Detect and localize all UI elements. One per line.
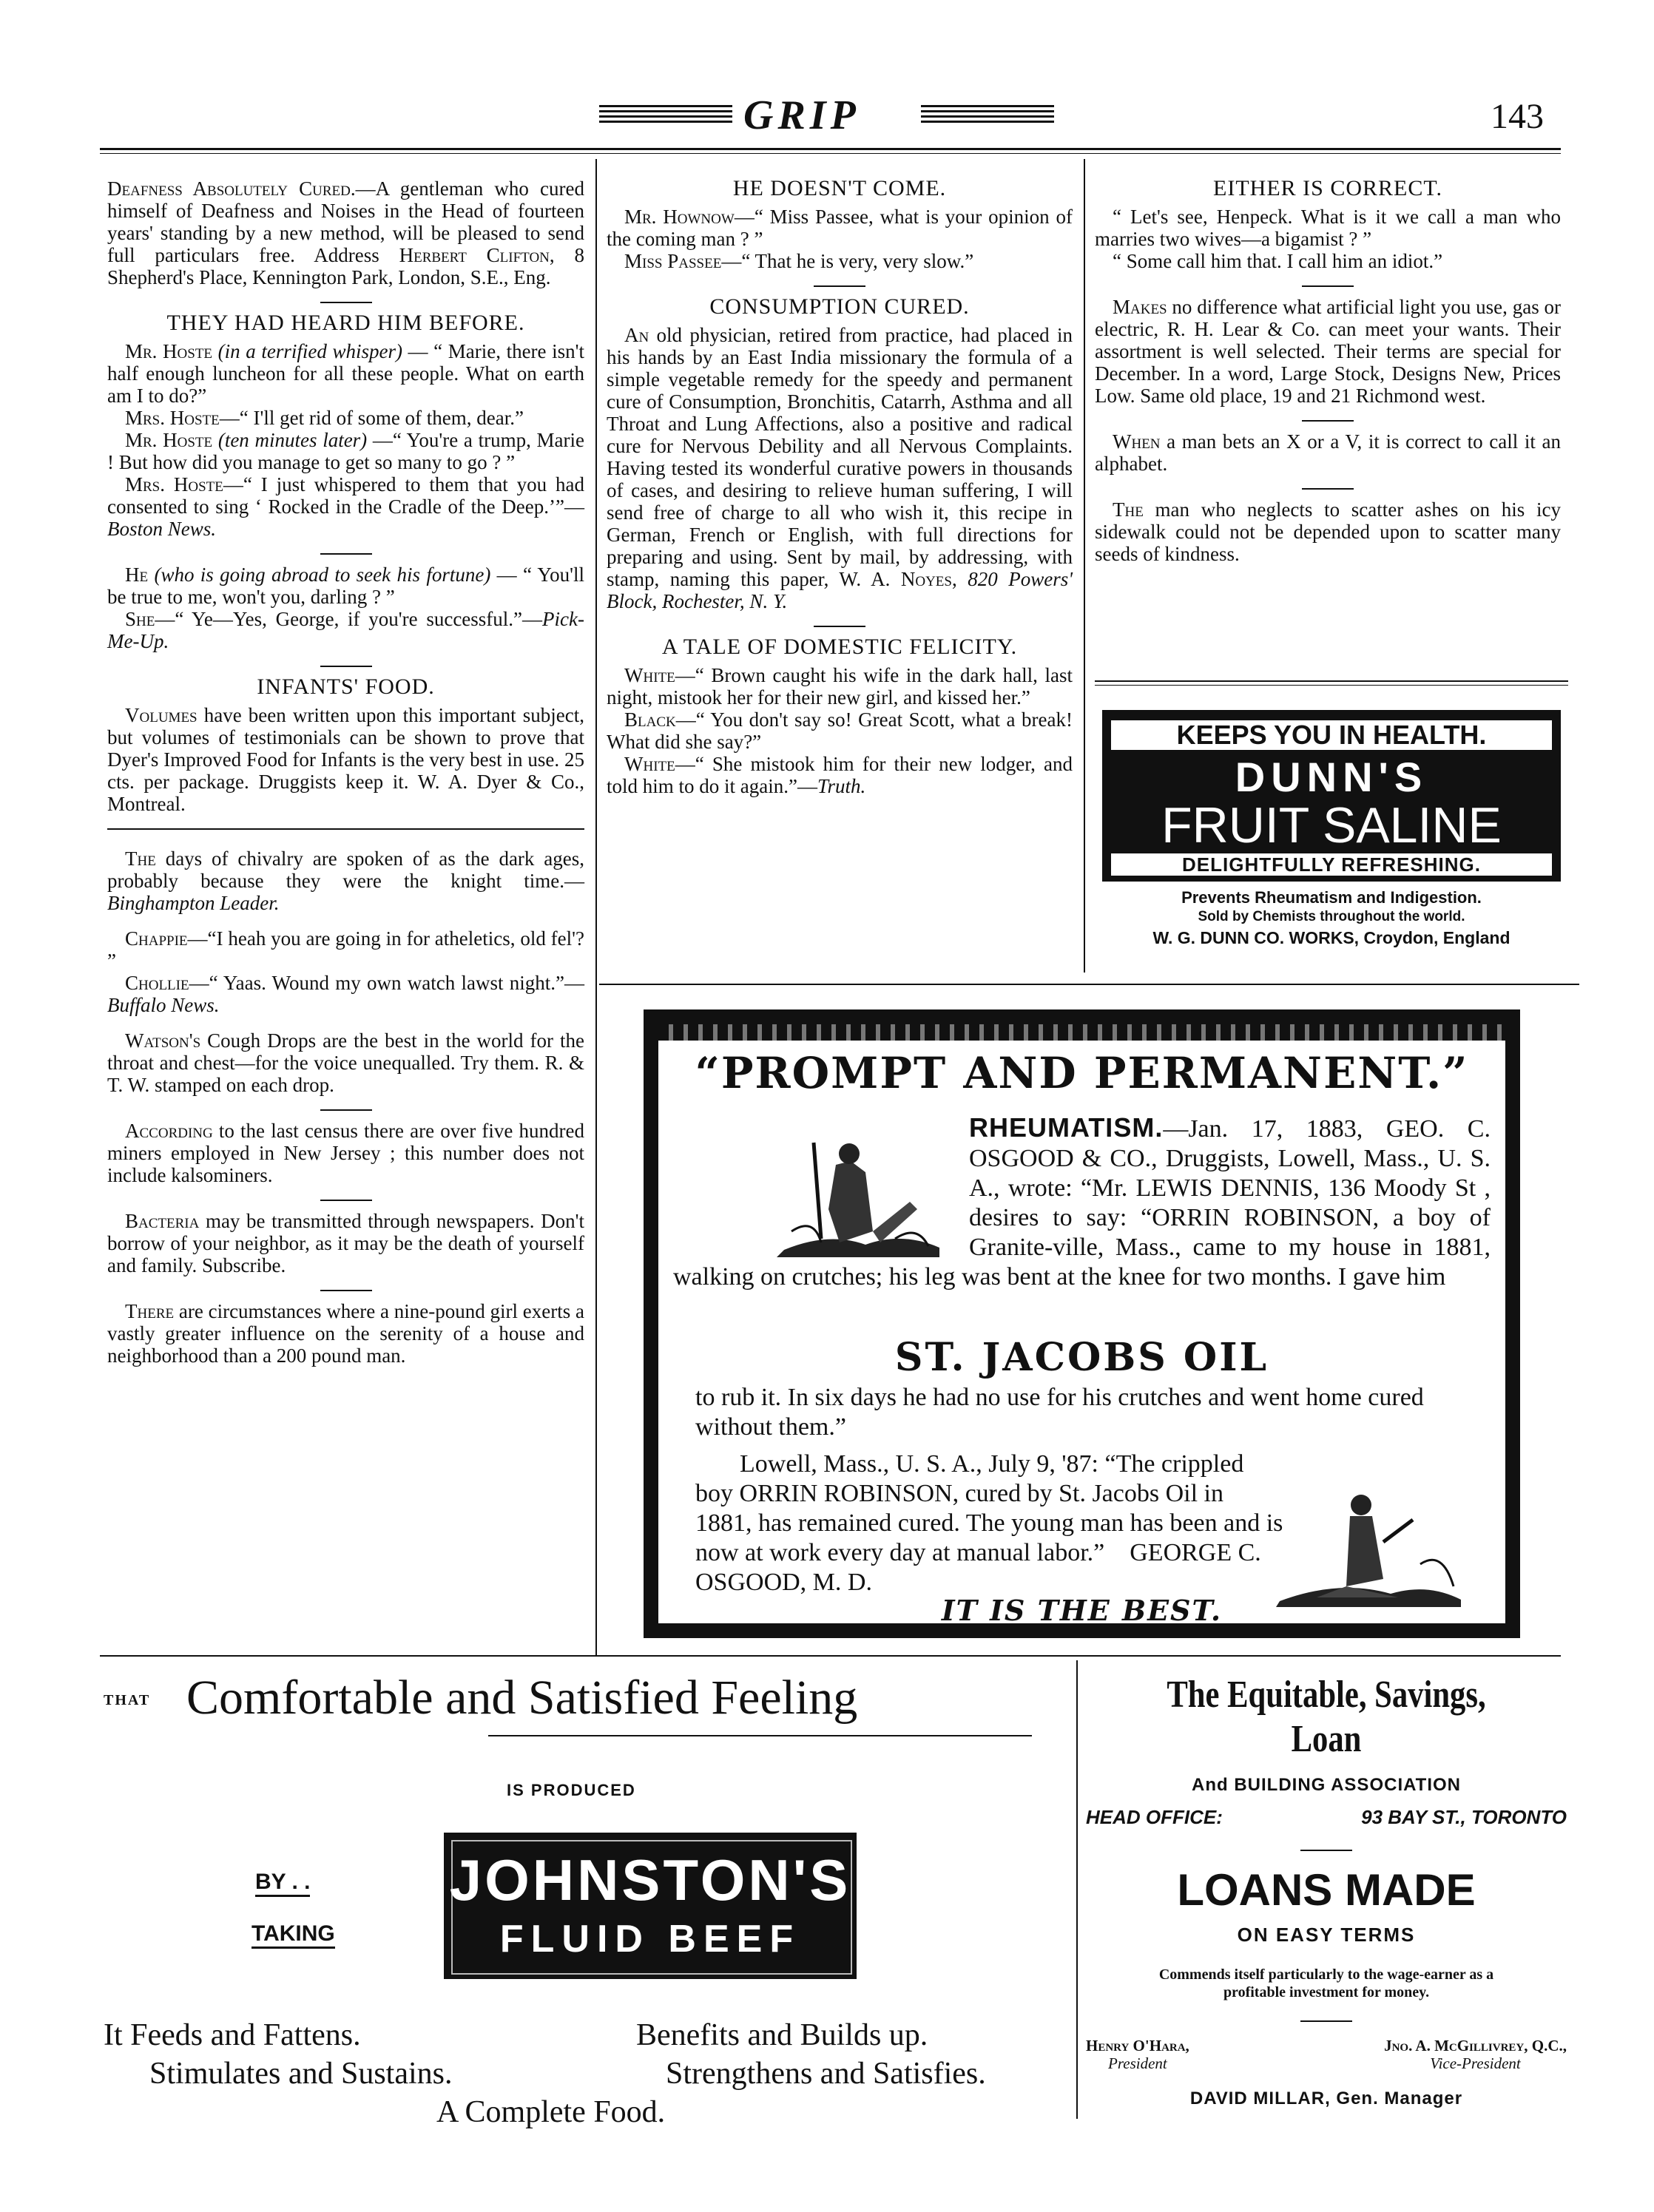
alphabet: When a man bets an X or a V, it is correct to call it an alphabet. — [1095, 430, 1561, 475]
prompt-title: “PROMPT AND PERMANENT.” — [695, 1048, 1469, 1098]
johnston-tagline-5: A Complete Food. — [436, 2095, 666, 2129]
fortune-she: She—“ Ye—Yes, George, if you're successful.”—Pick-Me-Up. — [107, 608, 584, 652]
either-l1: “ Let's see, Henpeck. What is it we call a man who marries two wives—a bigamist ? ” — [1095, 206, 1561, 250]
doesnt-a: Mr. Hownow—“ Miss Passee, what is your opinion of the coming man ? ” — [607, 206, 1073, 250]
loan-president: Henry O'Hara, President — [1086, 2037, 1189, 2072]
dunn-rule-top — [1095, 680, 1568, 682]
infants-body: Volumes have been written upon this important subject, but volumes of testimonials can be shown to prove that Dyer's Improved Food for Infants is the very best in use. 25 cts. per package. Druggists keep it. W. A. Dyer & Co., Montreal. — [107, 704, 584, 815]
dunn-bottom-band: DELIGHTFULLY REFRESHING. — [1111, 853, 1552, 876]
heard-title: THEY HAD HEARD HIM BEFORE. — [166, 311, 525, 335]
chollie: Chollie—“ Yaas. Wound my own watch lawst night.”—Buffalo News. — [107, 972, 584, 1016]
johnston-tagline-2: Benefits and Builds up. — [636, 2018, 928, 2052]
prompt-body: RHEUMATISM.—Jan. 17, 1883, GEO. C. OSGOOD & CO., Druggists, Lowell, Mass., U. S. A., wrote: “Mr. LEWIS DENNIS, 136 Moody St , desires to say: “ORRIN ROBINSON, a boy of Granite-ville, Mass., came to my house in 1881, walking on crutches; his leg was bent at the knee for two months. I gave him — [673, 1112, 1491, 1291]
masthead-rule-right — [921, 105, 1054, 124]
dunn-prevents: Prevents Rheumatism and Indigestion. — [1181, 888, 1482, 907]
infants-title: INFANTS' FOOD. — [257, 674, 435, 699]
loan-title: The Equitable, Savings, Loan — [1167, 1674, 1486, 1760]
st-jacobs-oil: ST. JACOBS OIL — [894, 1335, 1269, 1380]
heard-p3: Mr. Hoste (ten minutes later) —“ You're a trump, Marie ! But how did you manage to get so many to go ? ” — [107, 429, 584, 473]
either-l2: “ Some call him that. I call him an idiot.” — [1113, 250, 1443, 272]
divider-col1-prompt — [595, 976, 597, 1657]
column-1 — [107, 177, 584, 1367]
rule-above-bottom-ads — [100, 1655, 1561, 1657]
watson-ad: Watson's Cough Drops are the best in the world for the throat and chest—for the voice unequalled. Try them. R. & T. W. stamped on each drop. — [107, 1029, 584, 1096]
consumption-title: CONSUMPTION CURED. — [709, 294, 970, 319]
divider-col1-col2 — [595, 159, 597, 984]
masthead-title: GRIP — [743, 92, 860, 138]
column-3 — [1095, 177, 1561, 565]
loan-vice-president: Jno. A. McGillivrey, Q.C., Vice-President — [1384, 2037, 1567, 2072]
johnston-tagline-3: Stimulates and Sustains. — [149, 2057, 453, 2091]
divider-bottom-ads — [1076, 1660, 1078, 2119]
johnston-ad — [104, 1670, 1065, 2128]
loan-office — [1086, 1806, 1567, 1829]
deafness-notice: Deafness Absolutely Cured.—A gentleman who cured himself of Deafness and Noises in the Head of fourteen years' standing by a new method, will be pleased to send full particulars free. Address Herbert Clifton, 8 Shepherd's Place, Kennington Park, London, S.E., Eng. — [107, 177, 585, 288]
dunn-name: DUNN'S — [1235, 754, 1428, 800]
consumption-body: An old physician, retired from practice, had placed in his hands by an East India missionary the formula of a simple vegetable remedy for the speedy and permanent cure of Consumption, Bronchitis, Catarrh, Asthma and all Throat and Lung Affections, also a positive and radical cure for Nervous Debility and all Nervous Complaints. Having tested its wonderful curative powers in thousands of cases, and desiring to relieve human suffering, I will send free of charge to all who wish it, this recipe in German, French or English, with full directions for preparing and using. Sent by mail, by addressing, with stamp, naming this paper, W. A. Noyes, 820 Powers' Block, Rochester, N. Y. — [607, 324, 1073, 612]
loan-ad — [1086, 1673, 1567, 2117]
heard-p2: Mrs. Hoste—“ I'll get rid of some of them, dear.” — [125, 407, 524, 429]
bacteria: Bacteria may be transmitted through newspapers. Don't borrow of your neighbor, as it may be the death of yourself and family. Subscribe. — [107, 1210, 584, 1276]
loans-made: LOANS MADE — [1177, 1865, 1476, 1915]
cured-man-illustration — [1272, 1475, 1465, 1609]
loan-commends: Commends itself particularly to the wage-earner as a profitable investment for money. — [1158, 1966, 1494, 2000]
johnston-tagline-4: Strengthens and Satisfies. — [666, 2057, 986, 2091]
chivalry: The days of chivalry are spoken of as the dark ages, probably because they were the knight time.—Binghampton Leader. — [107, 848, 584, 914]
dunn-product: FRUIT SALINE — [1161, 797, 1502, 853]
dunn-ad — [1102, 710, 1561, 882]
page-number: 143 — [1491, 97, 1544, 136]
felicity-c: White—“ She mistook him for their new lodger, and told him to do it again.”—Truth. — [607, 753, 1073, 797]
nine-pound: There are circumstances where a nine-pound girl exerts a vastly greater influence on the serenity of a house and neighborhood than a 200 pound man. — [107, 1300, 584, 1367]
prompt-signature: GEORGE C. OSGOOD, M. D. — [695, 1539, 1261, 1596]
johnston-brand-box — [444, 1833, 857, 1979]
loan-officers — [1086, 2037, 1567, 2072]
heard-p4: Mrs. Hoste—“ I just whispered to them that you had consented to sing ‘ Rocked in the Cradle of the Deep.’”—Boston News. — [107, 473, 584, 540]
dunn-maker: W. G. DUNN CO. WORKS, Croydon, England — [1152, 928, 1510, 947]
johnston-brand-product: FLUID BEEF — [499, 1918, 801, 1961]
loan-terms: ON EASY TERMS — [1237, 1924, 1416, 1946]
census: According to the last census there are over five hundred miners employed in New Jersey ; this number does not include kalsominers. — [107, 1120, 584, 1186]
dunn-rule-top-thin — [1095, 685, 1568, 686]
chappie: Chappie—“I heah you are going in for atheletics, old fel'? ” — [107, 927, 584, 972]
johnston-tagline-1: It Feeds and Fattens. — [104, 2018, 361, 2052]
prompt-ad — [644, 1009, 1520, 1638]
masthead — [0, 89, 1654, 148]
felicity-title: A TALE OF DOMESTIC FELICITY. — [661, 635, 1018, 659]
lear-ad: Makes no difference what artificial light you use, gas or electric, R. H. Lear & Co. can meet your wants. Their assortment is well selected. Their terms are special for December. In a word, Large Stock, Designs New, Prices Low. Same old place, 19 and 21 Richmond west. — [1095, 296, 1561, 407]
johnston-taking: TAKING — [252, 1921, 335, 1949]
johnston-by: BY . . — [255, 1870, 310, 1897]
loan-office-address: 93 BAY ST., TORONTO — [1361, 1806, 1567, 1828]
it-is-the-best: IT IS THE BEST. — [941, 1594, 1223, 1627]
doesnt-b: Miss Passee—“ That he is very, very slow.” — [624, 250, 974, 272]
divider-col2-col3 — [1084, 159, 1085, 973]
column-2 — [607, 177, 1073, 797]
rule-above-prompt — [599, 984, 1579, 985]
prompt-body-2: to rub it. In six days he had no use for his crutches and went home cured without them.” — [695, 1384, 1424, 1441]
either-title: EITHER IS CORRECT. — [1213, 176, 1442, 200]
johnston-brand-name: JOHNSTON'S — [449, 1847, 851, 1912]
prompt-body-3: Lowell, Mass., U. S. A., July 9, '87: “The crippled boy ORRIN ROBINSON, cured by St. Jacobs Oil in 1881, has remained cured. The young man has been and is now at work every day at manual labor.” GEORGE C. OSGOOD, M. D. — [695, 1450, 1283, 1596]
doesnt-title: HE DOESN'T COME. — [732, 176, 947, 200]
johnston-produced: IS PRODUCED — [507, 1781, 636, 1799]
felicity-b: Black—“ You don't say so! Great Scott, what a break! What did she say?” — [607, 708, 1073, 753]
dunn-sold: Sold by Chemists throughout the world. — [1198, 909, 1465, 924]
loan-subtitle: And BUILDING ASSOCIATION — [1192, 1775, 1461, 1795]
loan-manager: DAVID MILLAR, Gen. Manager — [1189, 2088, 1463, 2108]
headline-underline — [488, 1735, 1032, 1736]
prompt-texture-band — [658, 1024, 1505, 1041]
masthead-rule-left — [599, 105, 732, 124]
johnston-headline: Comfortable and Satisfied Feeling — [186, 1671, 858, 1725]
dunn-top-band: KEEPS YOU IN HEALTH. — [1111, 720, 1552, 750]
johnston-that: THAT — [104, 1692, 151, 1708]
felicity-a: White—“ Brown caught his wife in the dark hall, last night, mistook her for their new girl, and kissed her.” — [607, 664, 1073, 708]
top-rule-thin — [100, 153, 1561, 154]
fortune-he: He (who is going abroad to seek his fortune) — “ You'll be true to me, won't you, darling ? ” — [107, 564, 584, 608]
heard-p1: Mr. Hoste (in a terrified whisper) — “ Marie, there isn't half enough luncheon for all these people. What on earth am I to do?” — [107, 340, 585, 407]
ashes: The man who neglects to scatter ashes on his icy sidewalk could not be depended upon to scatter many seeds of kindness. — [1095, 498, 1561, 565]
loan-office-label: HEAD OFFICE: — [1086, 1806, 1223, 1828]
top-rule — [100, 148, 1561, 150]
